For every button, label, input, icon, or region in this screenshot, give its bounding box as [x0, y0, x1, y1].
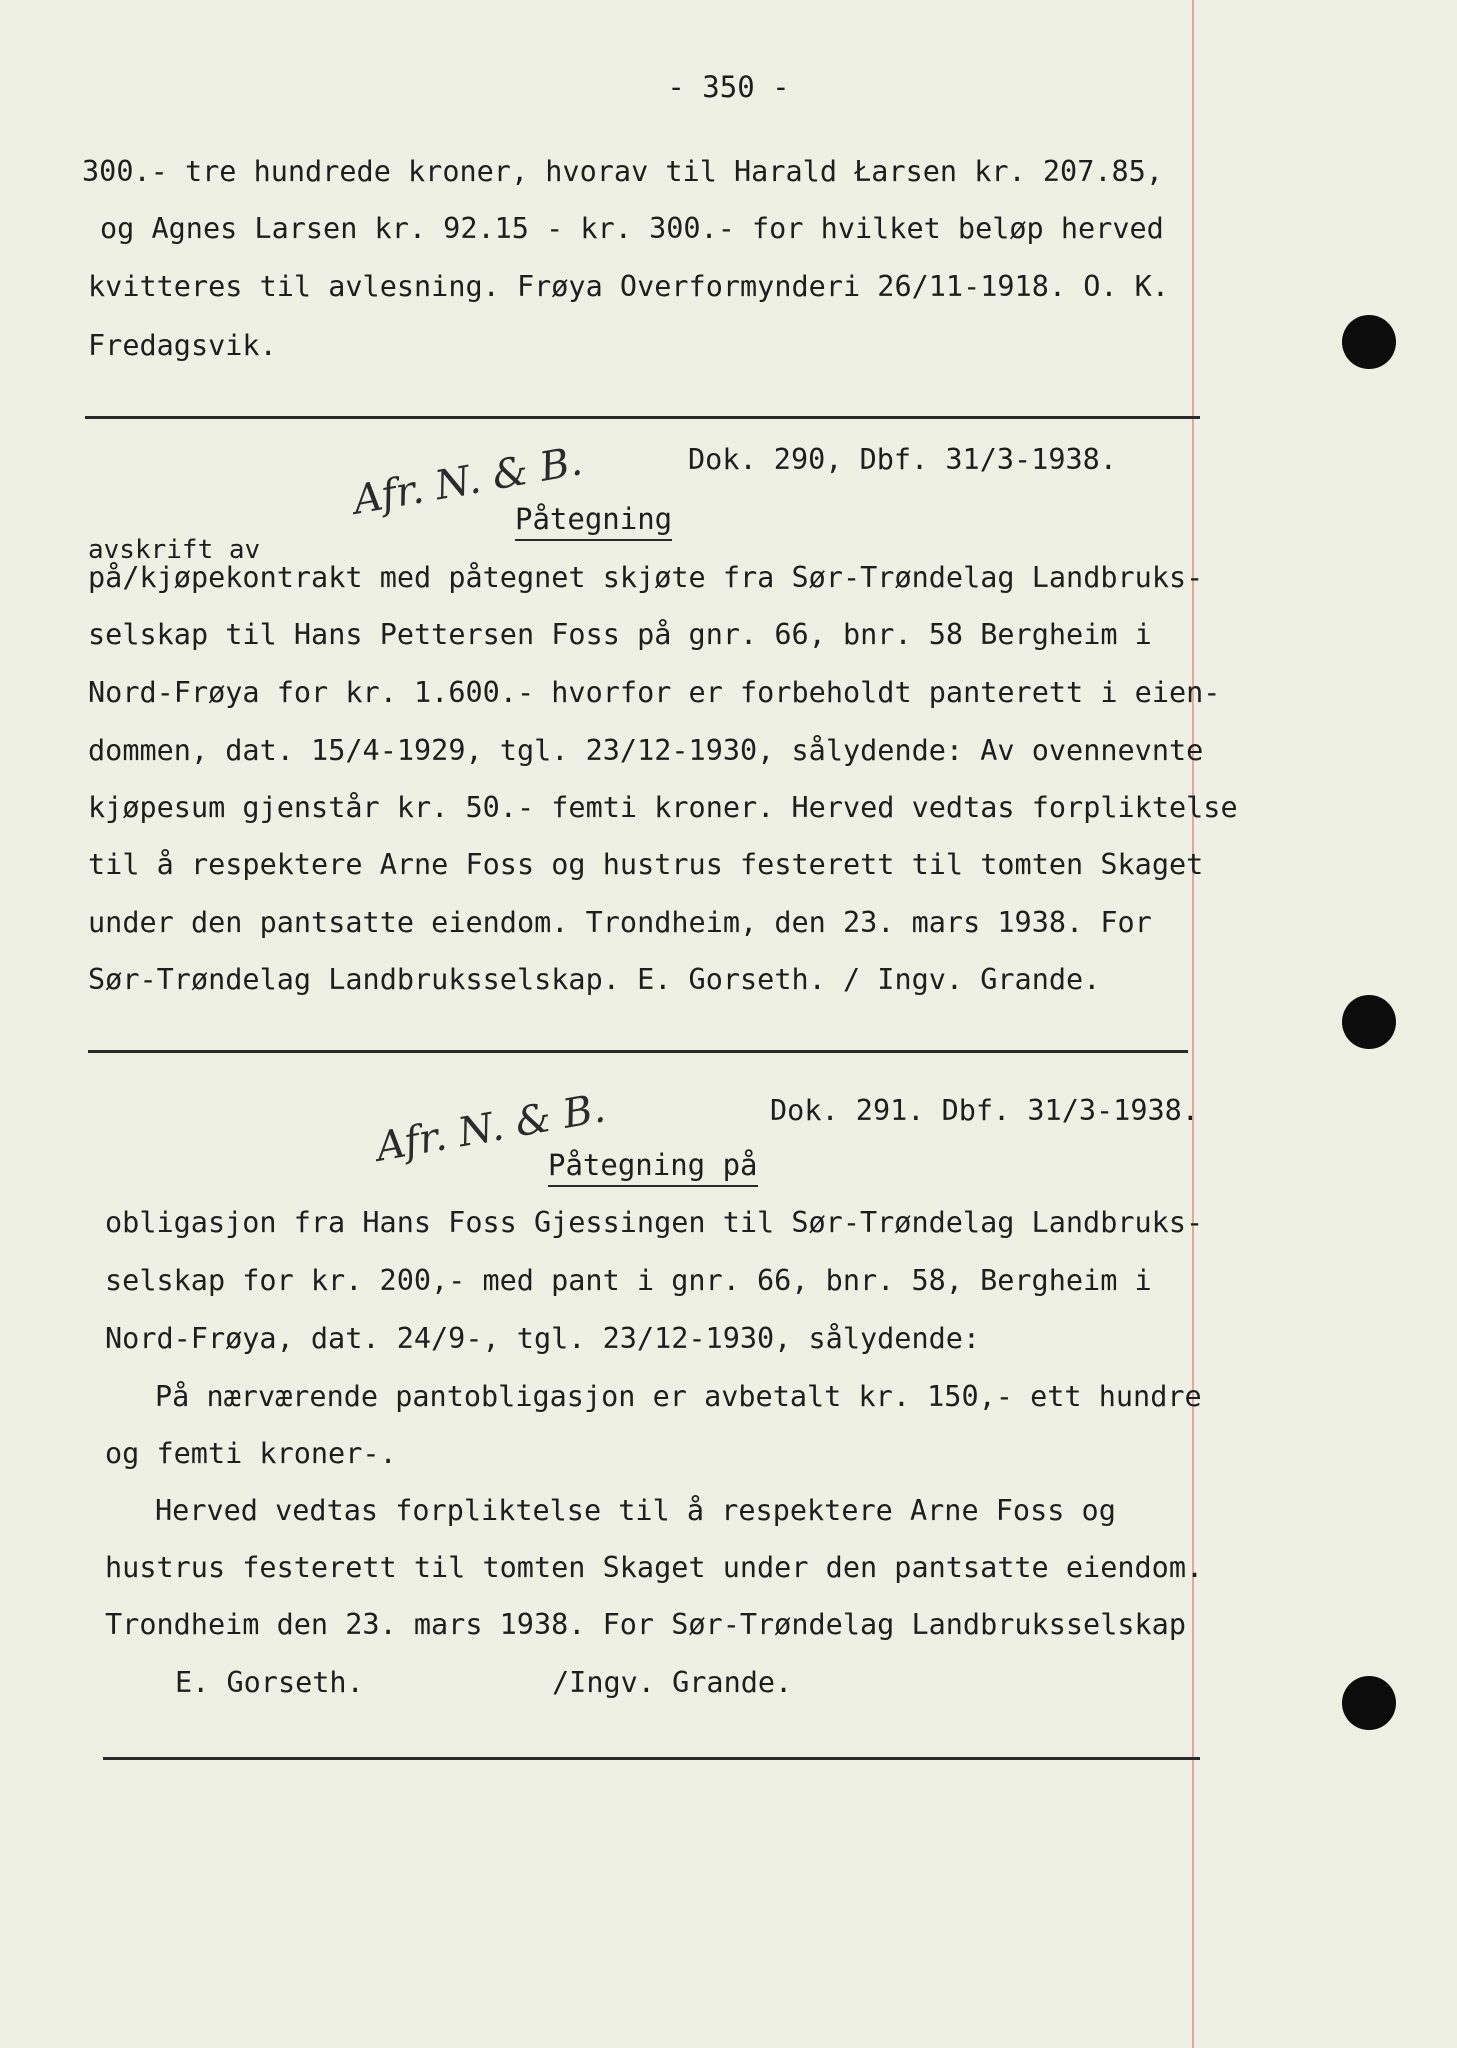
handwritten-margin-note-290: Afr. N. & B. [349, 438, 586, 524]
doc291-line-4: På nærværende pantobligasjon er avbetalt kr. 150,- ett hundre [155, 1380, 1202, 1413]
doc290-reference: Dok. 290, Dbf. 31/3-1938. [688, 443, 1117, 476]
page-number: - 350 - [667, 70, 790, 104]
doc290-line-2: selskap til Hans Pettersen Foss på gnr. 66, bnr. 58 Bergheim i [88, 618, 1152, 651]
doc290-line-7: under den pantsatte eiendom. Trondheim, den 23. mars 1938. For [88, 906, 1152, 939]
handwritten-margin-note-291: Afr. N. & B. [372, 1085, 609, 1171]
doc290-line-6: til å respektere Arne Foss og hustrus festerett til tomten Skaget [88, 848, 1204, 881]
doc290-pre-line: avskrift av [88, 535, 261, 565]
section-divider-1 [85, 416, 1200, 419]
doc291-line-1: obligasjon fra Hans Foss Gjessingen til Sør-Trøndelag Landbruks- [105, 1206, 1204, 1239]
doc291-heading [548, 1148, 758, 1182]
block1-line-2: og Agnes Larsen kr. 92.15 - kr. 300.- for hvilket beløp herved [100, 212, 1164, 245]
doc291-signature-2: /Ingv. Grande. [552, 1666, 793, 1699]
doc290-heading [515, 502, 672, 536]
block1-line-1: 300.- tre hundrede kroner, hvorav til Harald Łarsen kr. 207.85, [82, 155, 1163, 188]
block1-line-3: kvitteres til avlesning. Frøya Overformynderi 26/11-1918. O. K. [88, 270, 1169, 303]
doc291-line-7: hustrus festerett til tomten Skaget under den pantsatte eiendom. [105, 1551, 1204, 1584]
doc290-line-8: Sør-Trøndelag Landbruksselskap. E. Gorseth. / Ingv. Grande. [88, 963, 1101, 996]
punch-hole-bottom [1342, 1676, 1396, 1730]
doc291-line-3: Nord-Frøya, dat. 24/9-, tgl. 23/12-1930, sålydende: [105, 1322, 981, 1355]
doc291-reference: Dok. 291. Dbf. 31/3-1938. [770, 1094, 1199, 1127]
doc290-line-3: Nord-Frøya for kr. 1.600.- hvorfor er forbeholdt panterett i eien- [88, 676, 1221, 709]
red-margin-line [1192, 0, 1194, 2048]
doc291-line-6: Herved vedtas forpliktelse til å respektere Arne Foss og [155, 1494, 1116, 1527]
section-divider-3 [103, 1757, 1200, 1760]
doc291-heading-text: Påtegning på [548, 1148, 758, 1187]
doc290-line-1: på/kjøpekontrakt med påtegnet skjøte fra Sør-Trøndelag Landbruks- [88, 561, 1204, 594]
punch-hole-middle [1342, 995, 1396, 1049]
doc291-line-5: og femti kroner-. [105, 1437, 397, 1470]
doc291-signature-1: E. Gorseth. [175, 1666, 364, 1699]
doc291-line-2: selskap for kr. 200,- med pant i gnr. 66, bnr. 58, Bergheim i [105, 1264, 1152, 1297]
doc290-line-4: dommen, dat. 15/4-1929, tgl. 23/12-1930, sålydende: Av ovennevnte [88, 734, 1204, 767]
doc290-line-5: kjøpesum gjenstår kr. 50.- femti kroner. Herved vedtas forpliktelse [88, 791, 1238, 824]
block1-line-4: Fredagsvik. [88, 329, 277, 362]
punch-hole-top [1342, 315, 1396, 369]
doc290-heading-text: Påtegning [515, 502, 672, 541]
doc291-line-8: Trondheim den 23. mars 1938. For Sør-Trøndelag Landbruksselskap [105, 1608, 1186, 1641]
section-divider-2 [88, 1050, 1188, 1053]
